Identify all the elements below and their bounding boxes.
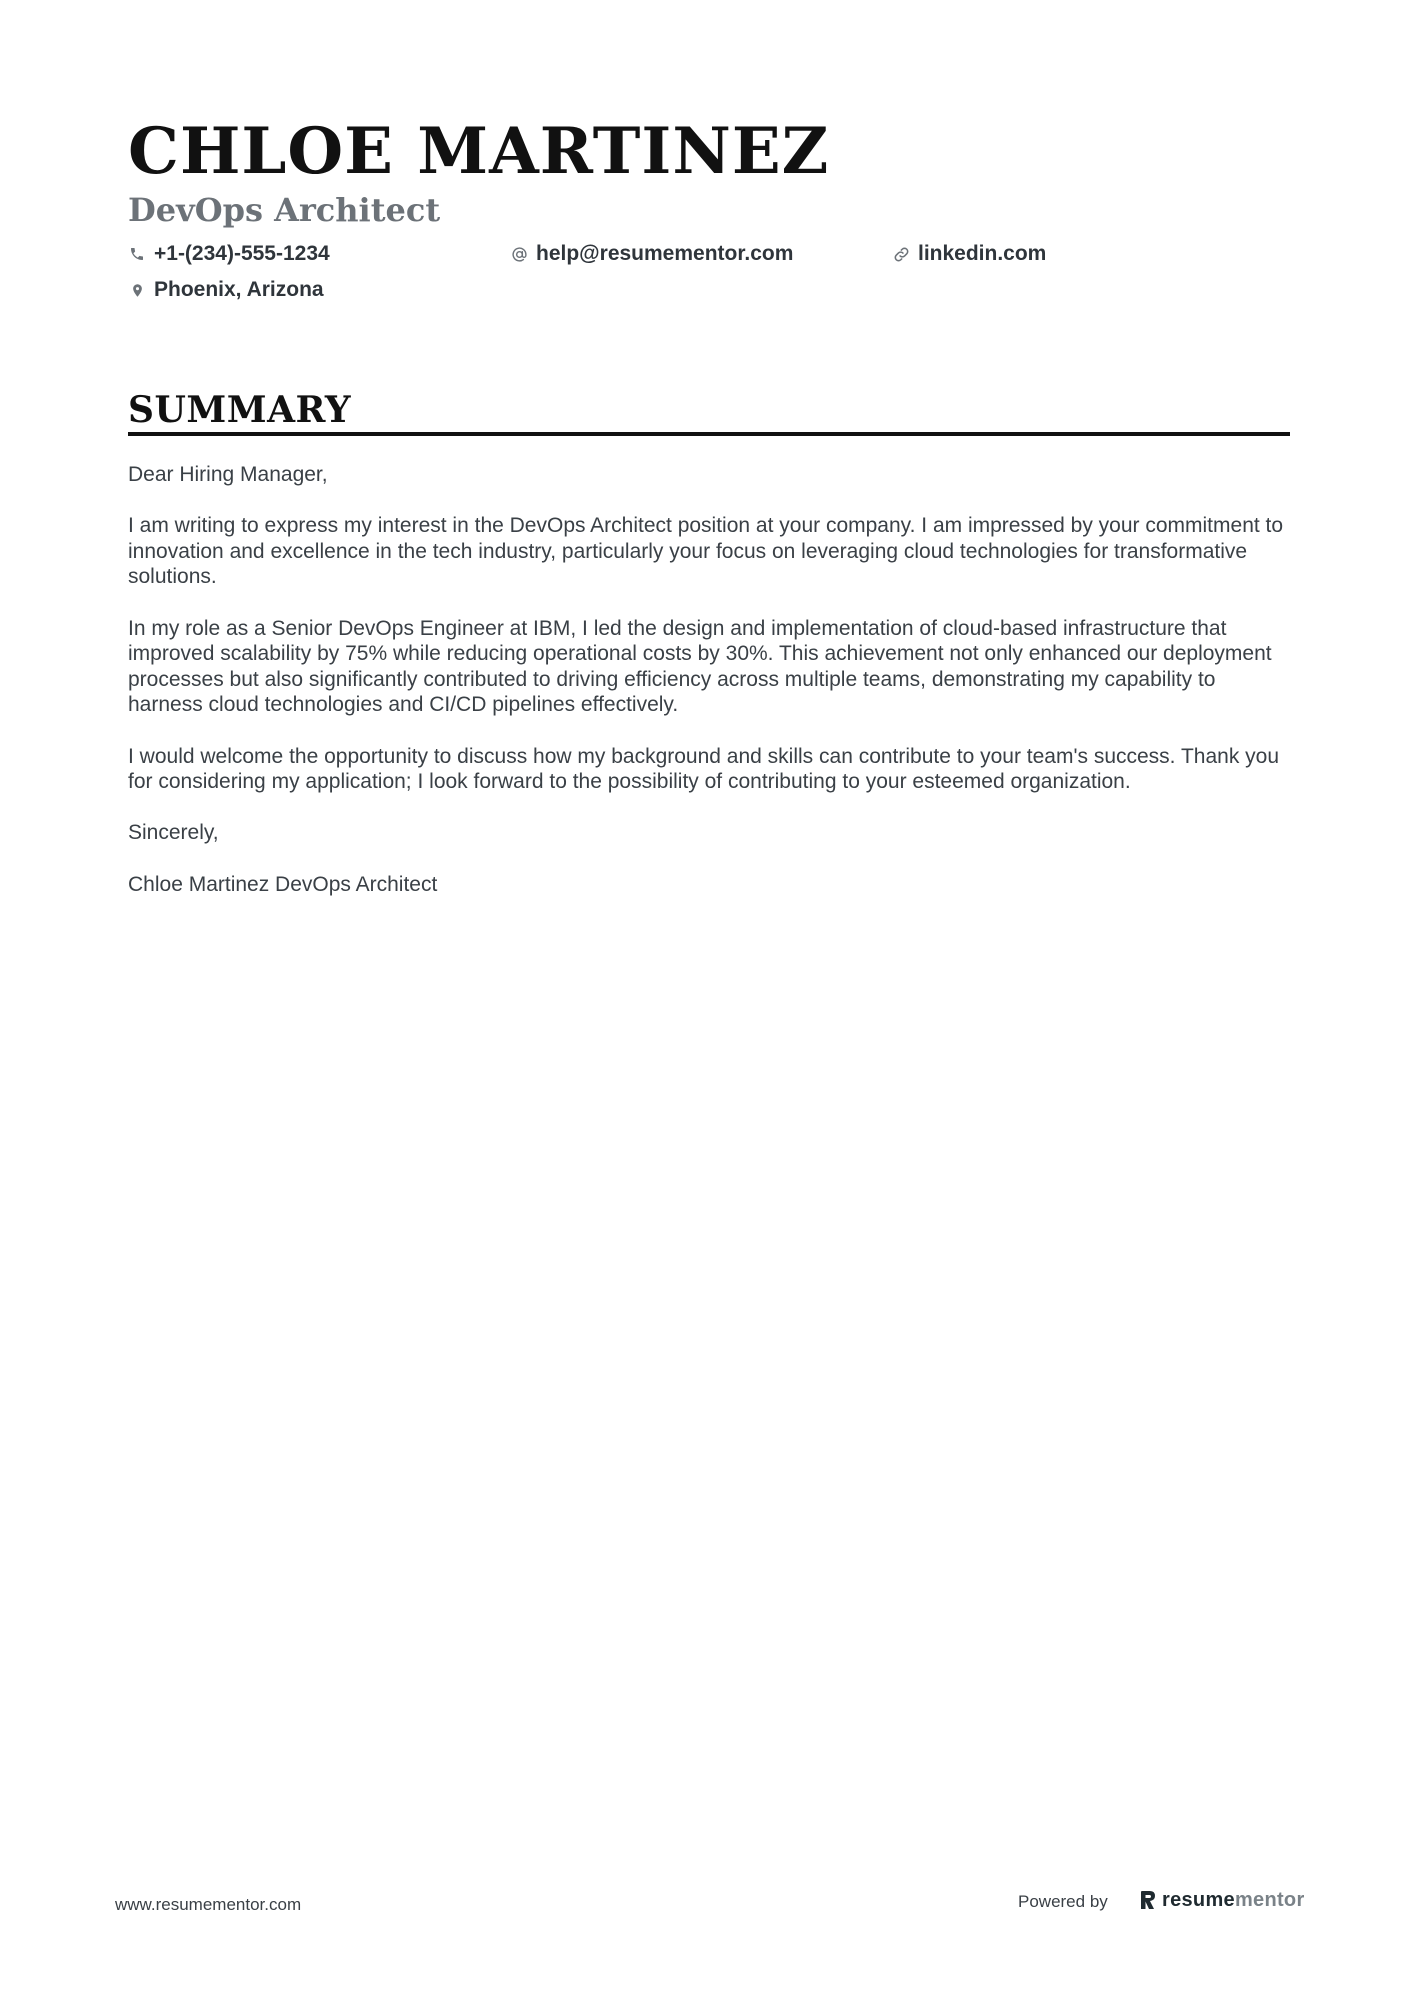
location-pin-icon bbox=[128, 281, 146, 299]
phone-icon bbox=[128, 245, 146, 263]
letter-body bbox=[128, 462, 1290, 923]
signature-line: Chloe Martinez DevOps Architect bbox=[128, 872, 438, 896]
summary-heading: SUMMARY bbox=[128, 389, 352, 431]
location-text: Phoenix, Arizona bbox=[154, 278, 324, 301]
candidate-role: DevOps Architect bbox=[128, 191, 441, 229]
letter-paragraph: I would welcome the opportunity to discuss how my background and skills can contribute to your team's success. Thank you for considering my application; I look forward to the possibility of contributing to your esteemed organization. bbox=[128, 744, 1280, 794]
contact-email bbox=[510, 240, 793, 268]
salutation: Dear Hiring Manager, bbox=[128, 463, 328, 486]
link-icon bbox=[892, 245, 910, 263]
contact-location bbox=[128, 276, 324, 304]
footer-url[interactable]: www.resumementor.com bbox=[115, 1895, 302, 1914]
footer-brand-logo bbox=[1140, 1887, 1305, 1913]
contact-link bbox=[892, 240, 1046, 268]
closing: Sincerely, bbox=[128, 821, 219, 845]
letter-paragraph: I am writing to express my interest in the DevOps Architect position at your company. I am impressed by your commitment to innovation and excellence in the tech industry, particularly your focus on leveraging cloud technologies for transformative solutions. bbox=[128, 514, 1284, 589]
letter-paragraph: In my role as a Senior DevOps Engineer at IBM, I led the design and implementation of cloud-based infrastructure that improved scalability by 75% while reducing operational costs by 30%. This achievement not only enhanced our deployment processes but also significantly contributed to driving efficiency across multiple teams, demonstrating my capability to harness cloud technologies and CI/CD pipelines effectively. bbox=[128, 616, 1272, 717]
candidate-name: CHLOE MARTINEZ bbox=[128, 114, 830, 189]
contact-phone bbox=[128, 240, 330, 268]
brand-text-mentor: mentor bbox=[1234, 1889, 1305, 1911]
link-text: linkedin.com bbox=[918, 242, 1047, 265]
summary-divider bbox=[128, 432, 1290, 436]
footer-powered-by: Powered by bbox=[1018, 1892, 1108, 1911]
at-icon bbox=[510, 245, 528, 263]
brand-text-resume: resume bbox=[1162, 1889, 1235, 1911]
email-text: help@resumementor.com bbox=[536, 242, 794, 265]
phone-text: +1-(234)-555-1234 bbox=[154, 242, 330, 265]
brand-mark-icon bbox=[1140, 1890, 1156, 1910]
